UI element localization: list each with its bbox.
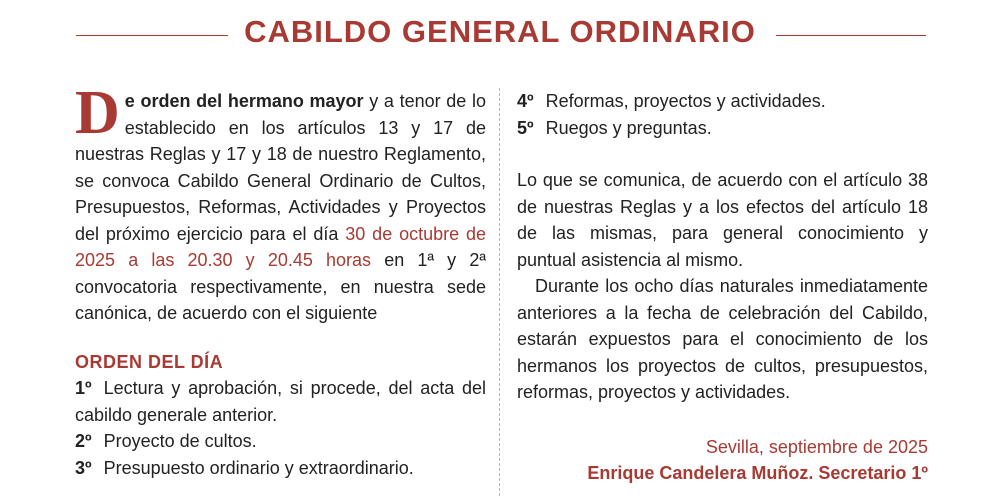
agenda-item-text: Lectura y aprobación, si procede, del acta del cabildo generale anterior. (75, 378, 486, 425)
agenda-item-number: 3º (75, 457, 92, 478)
agenda-item (517, 115, 928, 142)
place-date: Sevilla, septiembre de 2025 (705, 436, 928, 457)
agenda-item-number: 5º (517, 117, 534, 138)
column-divider (499, 88, 500, 496)
page-title: CABILDO GENERAL ORDINARIO (244, 14, 756, 49)
agenda-item-number: 2º (75, 431, 92, 451)
title-rule-right (776, 35, 926, 36)
agenda-heading: ORDEN DEL DÍA (75, 351, 224, 372)
agenda-item-number: 1º (75, 378, 92, 398)
intro-paragraph (75, 79, 486, 327)
signature: Enrique Candelera Muñoz. Secretario 1º (587, 463, 928, 483)
agenda-item-text: Reformas, proyectos y actividades. (545, 91, 826, 111)
drop-cap: D (75, 79, 120, 147)
meeting-date: 30 de octubre de 2025 a las 20.30 y 20.45 horas (75, 223, 486, 270)
agenda-item-text: Ruegos y preguntas. (545, 117, 712, 138)
agenda-item-text: Proyecto de cultos. (103, 431, 257, 451)
right-column (517, 88, 928, 487)
signature-block (517, 434, 928, 487)
agenda-item (75, 455, 486, 482)
intro-after-date: en 1ª y 2ª convocatoria respectivamente, en nuestra sede canónica, de acuerdo con el siguiente (75, 250, 486, 323)
agenda-item-number: 4º (517, 91, 534, 111)
left-column (75, 79, 486, 481)
agenda-item-text: Presupuesto ordinario y extraordinario. (103, 457, 414, 478)
agenda-item (517, 88, 928, 115)
notice-paragraph: Lo que se comunica, de acuerdo con el artículo 38 de nuestras Reglas y a los efectos del artículo 18 de las mismas, para general conocimiento y puntual asistencia al mismo. (517, 170, 928, 270)
agenda-item (75, 375, 486, 428)
exhibition-paragraph: Durante los ocho días naturales inmediatamente anteriores a la fecha de celebración del Cabildo, estarán expuestos para el conocimiento de los hermanos los proyectos de cultos, presupuestos, reformas, proyectos y actividades. (517, 276, 928, 402)
intro-bold: e orden del hermano mayor (124, 91, 364, 111)
intro-text: y a tenor de lo establecido en los artículos 13 y 17 de nuestras Reglas y 17 y 18 de nuestro Reglamento, se convoca Cabildo General Ordinario de Cultos, Presupuestos, Reformas, Actividades y Proyectos del próximo ejercicio para el día (75, 91, 486, 244)
agenda-item (75, 428, 486, 455)
